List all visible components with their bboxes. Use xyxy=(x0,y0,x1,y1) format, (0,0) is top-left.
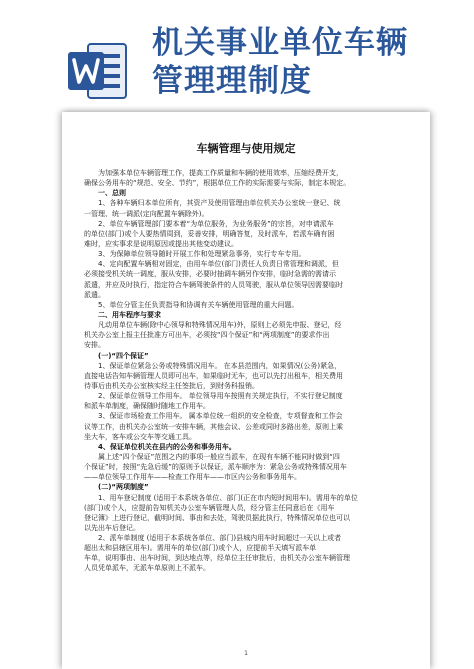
paragraph-line: 1、用车登记制度 (适用于本系统各单位、部门(正在市内短时间用车)。需用车的单位 xyxy=(84,493,358,502)
paragraph-line: 2、派车单制度 (适用于本系统各单位、部门)县城内用车时间超过一天以上或者 xyxy=(84,534,342,543)
paragraph-line: 登记簿》上进行登记，截明时间、事由和去处，驾驶员据此执行，特殊情况单位也可以 xyxy=(84,513,350,522)
title-line-1: 机关事业单位车辆 xyxy=(152,25,408,61)
paragraph-line: 2、单位车辆管理部门要本着“为单位服务，为业务服务”的宗旨，对申请派车 xyxy=(84,219,334,228)
paragraph-line: 议等工作，由机关办公室统一安排车辆，其他会议、公差或同时多路出差，原则上乘 xyxy=(84,422,343,431)
paragraph-line: 安排。 xyxy=(84,341,105,350)
paragraph-line: (部门)或个人，应提前告知机关办公室车辆管理人员，经分管主任同意后在《用车 xyxy=(84,503,335,512)
paragraph-line: 属上述“四个保证”范围之内的事项一般应当派车，在现有车辆不能同时做到“四 xyxy=(84,452,340,461)
document-header xyxy=(0,0,474,112)
paragraph-line: 个保证”时，按照“先急后缓”的原则予以保证，派车顺序为：紧急公务或特殊情况用车 xyxy=(84,463,347,472)
paragraph-line: ——单位领导工作用车——检查工作用车——市区内公务和事务用车。 xyxy=(84,473,301,482)
paragraph-line: 凡动用单位车辆(除中心领导和特殊情况用车)外，原则上必须先申报、登记，经 xyxy=(84,321,342,330)
paragraph-line: 必须接受机关统一调度，服从安排，必要时抽调车辆另作安排，临时急需的需请示 xyxy=(84,270,336,279)
paragraph-line: 派遣，并应及时执行，指定符合车辆驾驶条件的人员驾驶，服从单位领导因需要临时 xyxy=(84,280,343,289)
section-heading-line: 4、保证单位机关在县内的公务和事务用车。 xyxy=(84,442,236,451)
paragraph-line: 1、各种车辆归本单位所有，其资产及使用管理由单位机关办公室统一登记、统 xyxy=(84,199,341,208)
paragraph-line: 超出太和县辖区用车)。需用车的单位(部门)或个人，应提前半天填写派车单 xyxy=(84,544,317,553)
paragraph-line: 机关办公室上报主任批准方可出车，必须按“四个保证”和“两项制度”的要求作出 xyxy=(84,331,330,340)
section-heading-line: (二)“两项制度” xyxy=(84,483,149,492)
section-heading-line: 一、总则 xyxy=(84,189,126,198)
paragraph-line: 车单，说明事由、出车时间，到达地点等，经单位主任审批后，由机关办公室车辆管理 xyxy=(84,554,350,563)
paragraph-line: 一管理、统一调派(定向配置车辆除外)。 xyxy=(84,209,209,218)
paragraph-line: 以先出车后登记。 xyxy=(84,523,140,532)
paragraph-line: 和派车单制度，确保随时随地工作用车。 xyxy=(84,402,210,411)
paragraph-line: 2、保证单位领导工作用车。 单位领导用车按照有关规定执行，不实行登记制度 xyxy=(84,392,343,401)
page-number: 1 xyxy=(244,650,248,657)
document-page xyxy=(62,112,430,669)
document-body xyxy=(84,168,414,574)
paragraph-line: 难时，应实事求是说明原因或提出其他变动建议。 xyxy=(84,239,238,248)
paragraph-line: 4、定向配置车辆相对固定，由用车单位(部门)责任人负责日常管理和调派，但 xyxy=(84,260,339,269)
page-title xyxy=(152,24,408,100)
paragraph-line: 3、保证市场检查工作用车。 属本单位统一组织的安全检查，专项督查和工作会 xyxy=(84,412,343,421)
section-heading-line: 二、用车程序与要求 xyxy=(84,310,161,319)
paragraph-line: 5、单位分管主任负责指导和协调有关车辆使用管理的重大问题。 xyxy=(84,300,299,309)
paragraph-line: 确保公务用车的“规范、安全、节约”，根据单位工作的实际需要与实际，制定本规定。 xyxy=(84,179,351,188)
word-icon xyxy=(66,38,128,104)
document-title: 车辆管理与使用规定 xyxy=(196,142,296,155)
paragraph-line: 1、保证单位紧急公务或特殊情况用车。 在本县范围内，如果情况(公务)紧急， xyxy=(84,361,342,370)
section-heading-line: (一)“四个保证” xyxy=(84,351,149,360)
paragraph-line: 为加强本单位车辆管理工作，提高工作质量和车辆的使用效率，压缩经费开支， xyxy=(84,169,343,177)
paragraph-line: 的单位(部门)或个人要热情周到，妥善安排，明确答复，及时派车，若派车确有困 xyxy=(84,229,335,238)
paragraph-line: 坐大车，客车或公交车等交通工具。 xyxy=(84,432,196,441)
paragraph-line: 待事后由机关办公室核实经主任签批后，到财务科报销。 xyxy=(84,381,259,390)
paragraph-line: 直接电话告知车辆管理人员即可出车，如果临时无车，也可以先打出租车，相关费用 xyxy=(84,371,343,380)
paragraph-line: 3、为保障单位领导随时开展工作和处理紧急事务，实行专车专用。 xyxy=(84,250,306,259)
paragraph-line: 派遣。 xyxy=(84,290,105,299)
title-line-2: 管理理制度 xyxy=(152,63,312,99)
paragraph-line: 人员凭单派车，无派车单原则上不派车。 xyxy=(84,564,210,573)
